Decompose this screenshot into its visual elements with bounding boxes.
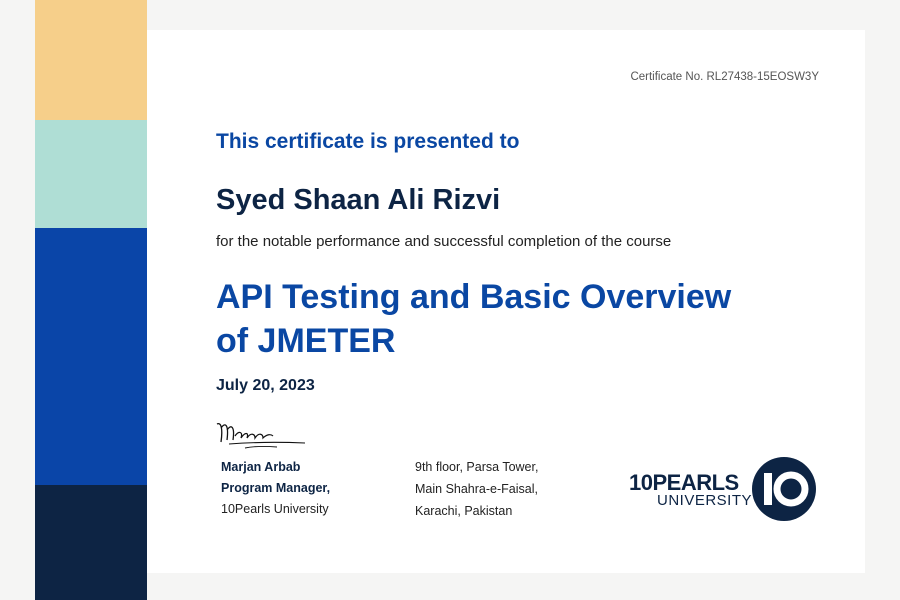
address-line-2: Main Shahra-e-Faisal,	[415, 482, 538, 496]
10pearls-university-logo	[629, 456, 819, 522]
signatory-organization: 10Pearls University	[221, 502, 329, 516]
logo-subtitle: UNIVERSITY	[657, 492, 753, 509]
signatory-block	[221, 457, 330, 520]
presented-heading: This certificate is presented to	[216, 130, 520, 153]
decor-stripe-navy	[35, 485, 147, 600]
logo-10-mark-icon	[751, 456, 817, 522]
address-line-1: 9th floor, Parsa Tower,	[415, 460, 539, 474]
course-title-line-1: API Testing and Basic Overview	[216, 278, 732, 316]
course-title-line-2: of JMETER	[216, 322, 396, 360]
certificate-card	[147, 30, 865, 573]
address-block	[415, 456, 538, 522]
certificate-number: Certificate No. RL27438-15EOSW3Y	[630, 71, 819, 83]
logo-wordmark: 10PEARLS	[629, 470, 739, 495]
address-line-3: Karachi, Pakistan	[415, 504, 513, 518]
course-title	[216, 275, 816, 363]
signature-image	[215, 418, 307, 452]
decor-stripe-yellow	[35, 0, 147, 120]
signatory-name: Marjan Arbab	[221, 460, 301, 474]
completion-description: for the notable performance and successful completion of the course	[216, 233, 672, 250]
decor-stripe-mint	[35, 120, 147, 228]
recipient-name: Syed Shaan Ali Rizvi	[216, 184, 501, 216]
signatory-title: Program Manager,	[221, 481, 331, 495]
issue-date: July 20, 2023	[216, 377, 315, 394]
decor-stripe-blue	[35, 228, 147, 485]
